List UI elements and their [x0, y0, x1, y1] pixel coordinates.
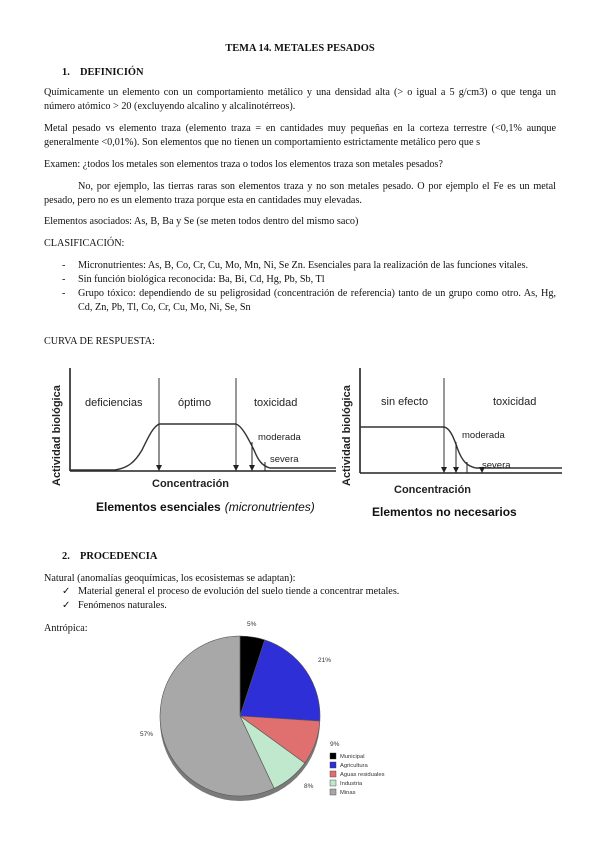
zone-toxicidad: toxicidad — [493, 396, 537, 408]
exam-question: Examen: ¿todos los metales son elementos traza o todos los elementos traza son metales pesados? — [44, 159, 443, 170]
figure-caption — [96, 500, 315, 514]
zone-sin-efecto: sin efecto — [381, 396, 429, 408]
legend-swatch — [330, 753, 336, 759]
legend-swatch — [330, 780, 336, 786]
legend-swatch — [330, 771, 336, 777]
dash-bullet: - — [62, 260, 66, 271]
caption-italic: (micronutrientes) — [224, 500, 315, 514]
figure-caption: Elementos no necesarios — [372, 505, 517, 519]
pie-percent-label: 5% — [247, 621, 257, 628]
legend-label: Agricultura — [340, 763, 368, 769]
legend-label: Aguas residuales — [340, 772, 385, 778]
pie-percent-label: 57% — [140, 731, 154, 738]
section2-number: 2. — [62, 551, 70, 562]
antropica-label: Antrópica: — [44, 623, 88, 634]
pie-percent-label: 8% — [304, 783, 314, 790]
dash-bullet: - — [62, 274, 66, 286]
essential-elements-figure — [40, 358, 340, 520]
list-item-text: Micronutrientes: As, B, Co, Cr, Cu, Mo, Mn, Ni, Se Zn. Esenciales para la realización de las funciones vitales. — [78, 260, 529, 271]
sublabel-severa: severa — [270, 454, 299, 465]
list-item-text: Material general el proceso de evolución del suelo tiende a concentrar metales. — [78, 586, 400, 597]
sublabel-moderada: moderada — [462, 430, 505, 441]
non-essential-elements-figure — [336, 358, 566, 522]
section1-number: 1. — [62, 67, 70, 78]
legend-label: Municipal — [340, 754, 365, 760]
zone-deficiencias: deficiencias — [85, 397, 143, 409]
section2-heading: PROCEDENCIA — [80, 551, 158, 562]
pie-percent-label: 21% — [318, 657, 332, 664]
pie-percent-label: 9% — [330, 741, 340, 748]
caption-main: Elementos esenciales — [96, 500, 221, 514]
exam-answer: No, por ejemplo, las tierras raras son elementos traza y no son metales pesado. O por ejemplo el Fe es un metal pesado, pero no es un elemento traza porque esta en cantidades muy elevadas. — [44, 181, 556, 207]
natural-list — [62, 585, 556, 613]
pie-legend — [330, 753, 385, 796]
response-curve-heading: CURVA DE RESPUESTA: — [44, 336, 155, 347]
x-axis-label: Concentración — [152, 478, 230, 490]
definition-paragraph: Químicamente un elemento con un comportamiento metálico y una densidad alta (> o igual a 5 g/cm3) o que tenga un número atómico > 20 (excluyendo alcalino y alcalinotérreos). — [44, 87, 556, 113]
legend-swatch — [330, 789, 336, 795]
sublabel-severa: severa — [482, 460, 511, 471]
dash-bullet: - — [62, 288, 66, 300]
list-item — [62, 273, 556, 287]
classification-list — [62, 259, 556, 315]
list-item-text: Sin función biológica reconocida: Ba, Bi, Cd, Hg, Pb, Sb, Tl — [78, 274, 325, 286]
list-item-text: Fenómenos naturales. — [78, 600, 167, 612]
associated-elements: Elementos asociados: As, B, Ba y Se (se meten todos dentro del mismo saco) — [44, 216, 359, 227]
list-item — [62, 599, 556, 613]
x-axis-label: Concentración — [394, 484, 472, 496]
zone-optimo: óptimo — [178, 397, 212, 409]
pie-slices — [160, 636, 320, 801]
checkmark-icon: ✓ — [62, 600, 71, 612]
legend-label: Industria — [340, 781, 363, 787]
zone-toxicidad: toxicidad — [254, 397, 298, 409]
list-item — [62, 287, 556, 315]
list-item — [62, 585, 556, 599]
y-axis-label: Actividad biológica — [51, 385, 63, 486]
document-title: TEMA 14. METALES PESADOS — [225, 43, 375, 54]
trace-element-paragraph: Metal pesado vs elemento traza (elemento traza = en cantidades muy pequeñas en la corteza terrestre (<0,1% aunque generalmente <0,01%). Son elementos que no tienen un comportamiento estrictamente metálico pero que s — [44, 123, 556, 149]
legend-swatch — [330, 762, 336, 768]
section1-heading: DEFINICIÓN — [80, 67, 144, 78]
y-axis-label: Actividad biológica — [341, 385, 353, 486]
checkmark-icon: ✓ — [62, 586, 71, 597]
sources-pie-chart — [130, 616, 420, 812]
list-item — [62, 259, 556, 273]
list-item-text: Grupo tóxico: dependiendo de su peligrosidad (concentración de referencia) tanto de un grupo como otro. As, Hg, Cd, Zn, Pb, Tl, Co, Cr, Cu, Mo, Ni, Se, Sn — [78, 288, 556, 314]
sublabel-moderada: moderada — [258, 432, 301, 443]
classification-heading: CLASIFICACIÓN: — [44, 238, 125, 249]
legend-label: Minas — [340, 790, 356, 796]
natural-intro: Natural (anomalías geoquímicas, los ecosistemas se adaptan): — [44, 573, 296, 584]
